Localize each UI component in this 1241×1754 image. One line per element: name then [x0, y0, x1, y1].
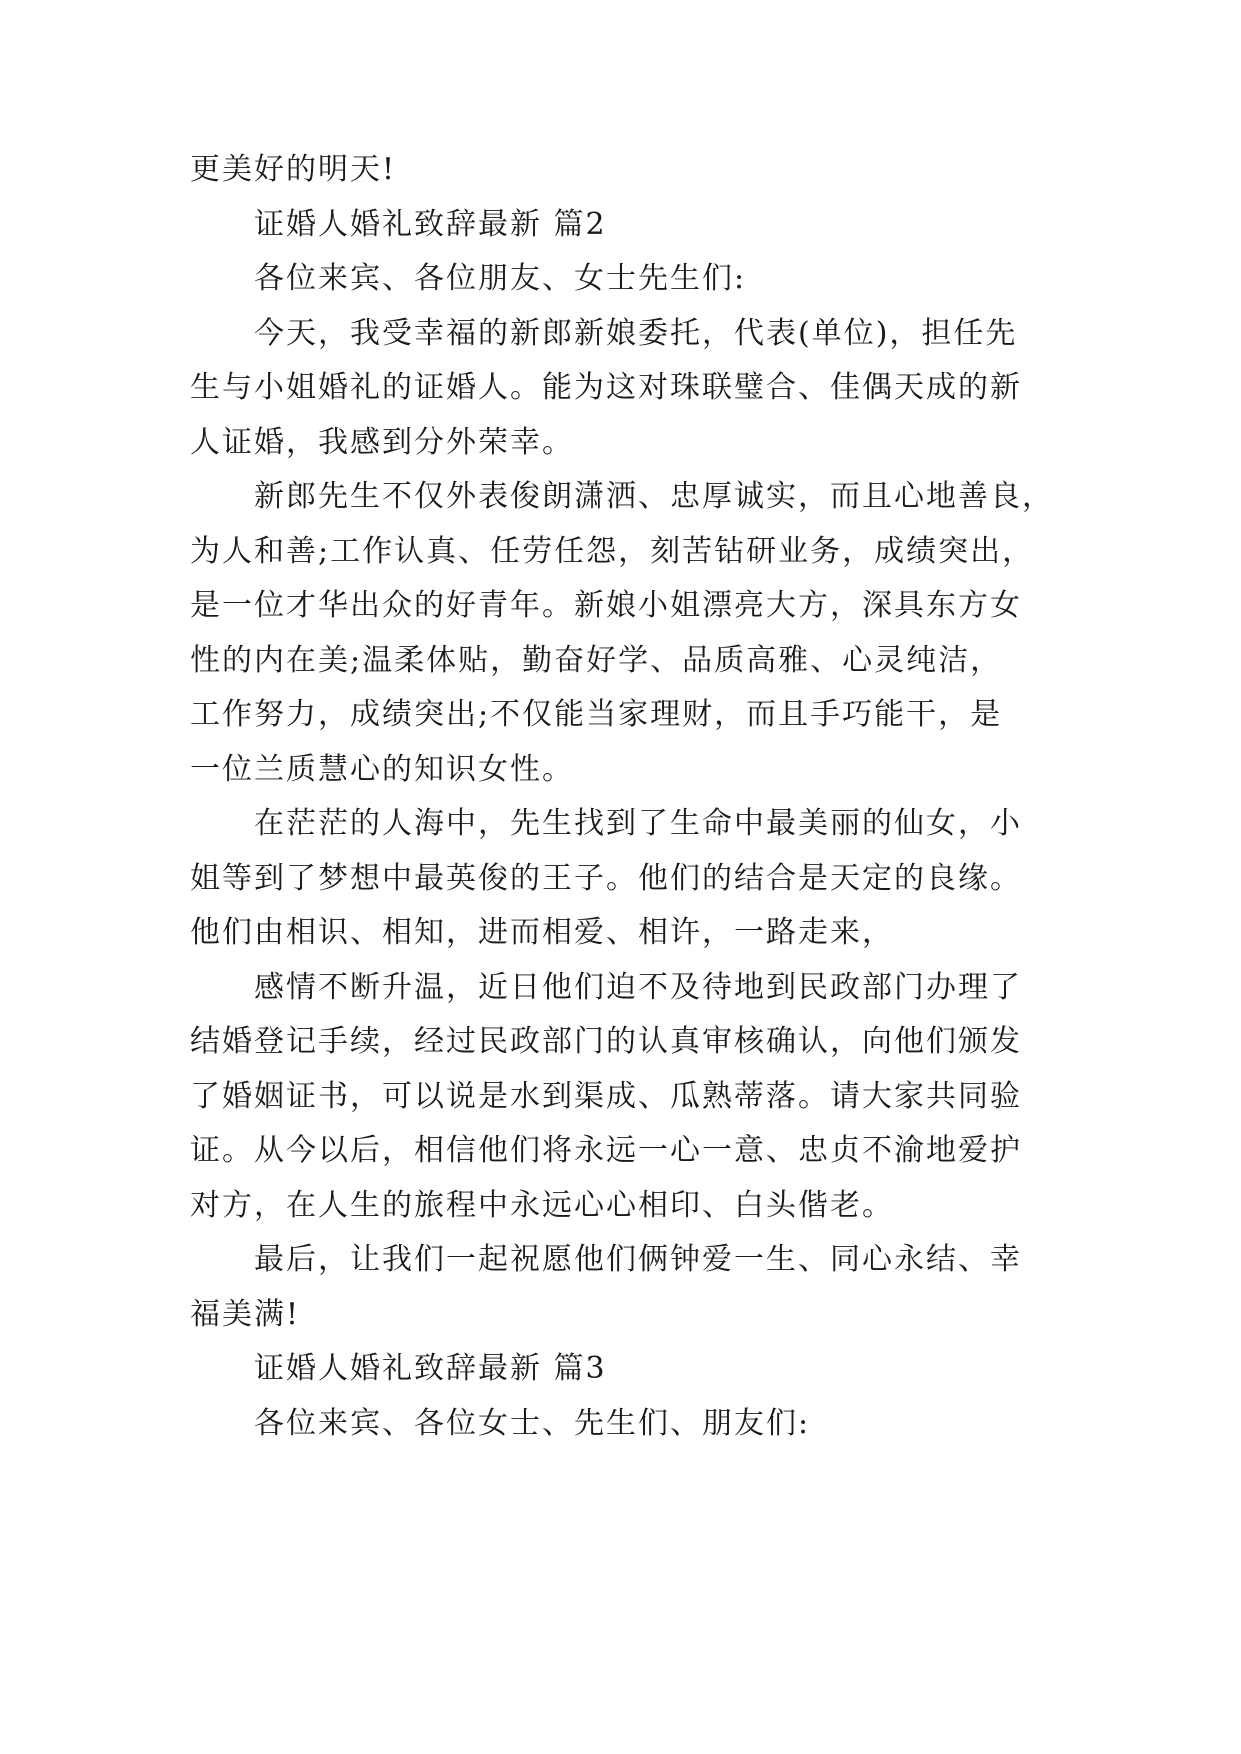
- paragraph-line: 证。从今以后，相信他们将永远一心一意、忠贞不渝地爱护: [190, 1133, 1022, 1168]
- paragraph-line: 结婚登记手续，经过民政部门的认真审核确认，向他们颁发: [190, 1024, 1022, 1059]
- paragraph-line: 性的内在美;温柔体贴，勤奋好学、品质高雅、心灵纯洁，: [190, 643, 1003, 678]
- paragraph-line: 工作努力，成绩突出;不仅能当家理财，而且手巧能干，是: [190, 697, 1003, 732]
- salutation: 各位来宾、各位朋友、女士先生们:: [254, 261, 747, 296]
- paragraph-line: 在茫茫的人海中，先生找到了生命中最美丽的仙女，小: [254, 806, 1022, 841]
- paragraph-line: 福美满!: [190, 1297, 301, 1332]
- paragraph-line: 今天，我受幸福的新郎新娘委托，代表(单位)，担任先: [254, 316, 1018, 351]
- paragraph-line: 了婚姻证书，可以说是水到渠成、瓜熟蒂落。请大家共同验: [190, 1079, 1022, 1114]
- paragraph-line: 更美好的明天!: [190, 152, 397, 187]
- paragraph-line: 为人和善;工作认真、任劳任怨，刻苦钻研业务，成绩突出，: [190, 534, 1035, 569]
- paragraph-line: 最后，让我们一起祝愿他们俩钟爱一生、同心永结、幸: [254, 1242, 1022, 1277]
- paragraph-line: 对方，在人生的旅程中永远心心相印、白头偕老。: [190, 1188, 894, 1223]
- paragraph-line: 感情不断升温，近日他们迫不及待地到民政部门办理了: [254, 970, 1022, 1005]
- paragraph-line: 姐等到了梦想中最英俊的王子。他们的结合是天定的良缘。: [190, 861, 1022, 896]
- section-heading: 证婚人婚礼致辞最新 篇3: [254, 1351, 607, 1386]
- section-heading: 证婚人婚礼致辞最新 篇2: [254, 207, 607, 242]
- paragraph-line: 是一位才华出众的好青年。新娘小姐漂亮大方，深具东方女: [190, 588, 1022, 623]
- salutation: 各位来宾、各位女士、先生们、朋友们:: [254, 1406, 811, 1441]
- paragraph-line: 人证婚，我感到分外荣幸。: [190, 425, 574, 460]
- paragraph-line: 他们由相识、相知，进而相爱、相许，一路走来，: [190, 915, 894, 950]
- paragraph-line: 生与小姐婚礼的证婚人。能为这对珠联璧合、佳偶天成的新: [190, 370, 1022, 405]
- paragraph-line: 新郎先生不仅外表俊朗潇洒、忠厚诚实，而且心地善良，: [254, 479, 1054, 514]
- paragraph-line: 一位兰质慧心的知识女性。: [190, 752, 574, 787]
